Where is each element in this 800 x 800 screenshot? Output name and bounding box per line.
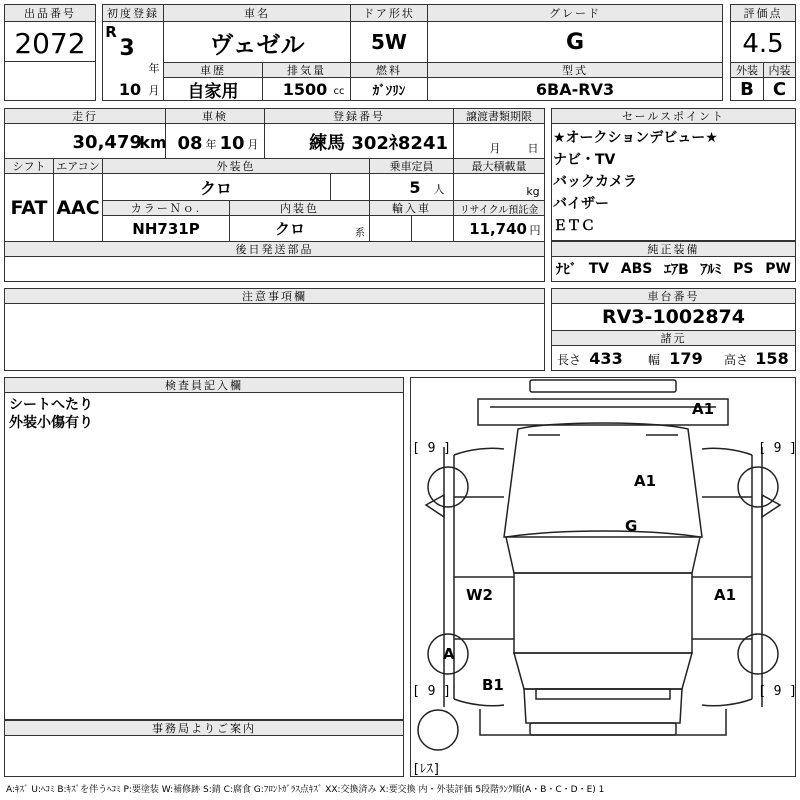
color-number: NH731P — [132, 219, 200, 238]
transfer-day-unit: 日 — [527, 142, 539, 155]
max-load-unit: kg — [526, 184, 540, 198]
equipment-item: ABS — [620, 261, 653, 277]
chassis-number: RV3-1002874 — [602, 306, 745, 328]
equipment-list — [553, 258, 794, 280]
transfer-deadline-label: 譲渡書類期限 — [453, 108, 545, 124]
wheel-fl — [428, 467, 468, 507]
era: R — [105, 23, 117, 41]
car-name-label: 車名 — [163, 4, 351, 22]
rear-hatch — [524, 689, 682, 723]
interior-grade-label: 内装 — [763, 62, 796, 78]
model-label: 型式 — [427, 62, 723, 78]
wheel-fr — [738, 467, 778, 507]
fuel-label: 燃料 — [350, 62, 428, 78]
mileage-label: 走行 — [4, 108, 166, 124]
tire-front-left: [ 9 ] — [412, 441, 452, 456]
car-diagram — [410, 377, 796, 777]
displacement: 1500 — [282, 79, 328, 99]
exterior-color-label: 外装色 — [102, 158, 370, 174]
lot-number-label: 出品番号 — [4, 4, 96, 22]
width-label: 幅 — [647, 352, 660, 367]
door-type-label: ドア形状 — [350, 4, 428, 22]
rear-left-code: B1 — [482, 676, 504, 694]
office-notice-box — [4, 735, 404, 777]
equipment-item: ｴｱB — [664, 262, 689, 278]
history-label: 車歴 — [163, 62, 263, 78]
shift: FAT — [10, 197, 48, 219]
hood-code: A1 — [634, 472, 657, 490]
equipment-item: ﾅﾋﾞ — [556, 262, 577, 278]
import-label: 輸入車 — [369, 200, 454, 216]
divider — [330, 173, 331, 201]
legend: A:ｷｽﾞ U:ﾍｺﾐ B:ｷｽﾞを伴うﾍｺﾐ P:要塗装 W:補修跡 S:錆 C:腐食 G:ﾌﾛﾝﾄｶﾞﾗｽ点ｷｽﾞ XX:交換済み X:要交換 内・外装評価 5段階ﾗﾝｸ順(A・B・C・D・E) 1 — [6, 785, 605, 795]
height-label: 高さ — [723, 352, 748, 367]
tire-front-left-value: 9 — [427, 441, 436, 456]
divider — [763, 77, 764, 101]
displacement-label: 排気量 — [262, 62, 351, 78]
later-parts-box — [4, 256, 545, 282]
sales-point-item: ★オークションデビュー★ — [553, 130, 718, 146]
exterior-grade-label: 外装 — [730, 62, 764, 78]
left-side — [444, 447, 454, 707]
plate-label: 登録番号 — [264, 108, 454, 124]
grade: G — [565, 29, 585, 55]
front-bumper — [478, 399, 728, 425]
width: 179 — [669, 348, 703, 368]
inspection-month: 10 — [219, 132, 245, 154]
right-side — [752, 447, 762, 707]
later-parts-label: 後日発送部品 — [4, 241, 545, 257]
shift-label: シフト — [4, 158, 54, 174]
hood — [504, 423, 702, 537]
length: 433 — [589, 348, 623, 368]
inspector-notes — [9, 396, 93, 432]
ac-label: エアコン — [53, 158, 103, 174]
car-name: ヴェゼル — [209, 30, 305, 59]
inspection-label: 車検 — [165, 108, 265, 124]
sales-point-item: バックカメラ — [553, 174, 637, 190]
caution-label: 注意事項欄 — [4, 288, 545, 304]
plate-number: 練馬 302ﾈ8241 — [309, 133, 448, 154]
reg-month-unit: 月 — [148, 84, 160, 97]
right-door-code: A1 — [714, 586, 737, 604]
max-load-label: 最大積載量 — [453, 158, 545, 174]
inspector-notes-box — [4, 392, 404, 720]
spare-tire — [418, 710, 458, 750]
history: 自家用 — [187, 81, 239, 102]
right-doors — [692, 497, 752, 639]
sales-points-label: セールスポイント — [551, 108, 796, 124]
first-registration-label: 初度登録 — [102, 4, 164, 22]
tire-front-right: [ 9 ] — [758, 441, 798, 456]
inspector-note: 外装小傷有り — [9, 415, 93, 431]
reg-month: 10 — [118, 79, 142, 99]
reg-year-unit: 年 — [148, 62, 160, 75]
reg-year: 3 — [119, 35, 135, 61]
grade-label: グレード — [427, 4, 723, 22]
equipment-item: TV — [588, 261, 610, 277]
wheel-rr — [738, 634, 778, 674]
tire-rear-left-value: 9 — [427, 684, 436, 699]
inspection-year: 08 — [177, 132, 203, 154]
recycle-label: リサイクル預託金 — [453, 200, 545, 216]
interior-color-label: 内装色 — [229, 200, 370, 216]
score-label: 評価点 — [730, 4, 796, 22]
front-bumper-code: A1 — [692, 400, 715, 418]
equipment-item: PW — [765, 261, 791, 277]
mileage: 30,479 — [72, 131, 142, 153]
roof-code: G — [625, 517, 638, 535]
length-label: 長さ — [556, 352, 581, 367]
capacity: 5 — [409, 177, 421, 197]
tire-rear-left: [ 9 ] — [412, 684, 452, 699]
chassis-label: 車台番号 — [551, 288, 796, 304]
tire-rear-right-value: 9 — [773, 684, 782, 699]
equipment-label: 純正装備 — [551, 241, 796, 257]
tire-front-right-value: 9 — [773, 441, 782, 456]
caution-box — [4, 303, 545, 371]
fuel: ｶﾞｿﾘﾝ — [372, 83, 406, 99]
sales-point-item: ＥＴＣ — [553, 218, 595, 234]
transfer-month-unit: 月 — [489, 142, 501, 155]
capacity-label: 乗車定員 — [369, 158, 454, 174]
mileage-unit: km — [139, 132, 167, 152]
door-type: 5W — [371, 30, 407, 54]
tire-rear-right: [ 9 ] — [758, 684, 798, 699]
sales-point-item: バイザー — [553, 196, 609, 212]
recycle-unit: 円 — [529, 224, 541, 237]
interior-color: クロ — [274, 220, 305, 238]
recycle-fee: 11,740 — [469, 219, 527, 238]
air-conditioner: AAC — [56, 197, 100, 219]
equipment-item: ｱﾙﾐ — [700, 262, 722, 278]
inspection-month-unit: 月 — [247, 138, 259, 151]
rear-glass — [514, 653, 692, 689]
rear-bumper-top — [530, 723, 676, 735]
interior-color-unit: 系 — [355, 227, 365, 239]
exterior-color: クロ — [199, 178, 232, 198]
spare-tire-status: [ﾚｽ] — [412, 762, 441, 777]
height: 158 — [755, 348, 789, 368]
score: 4.5 — [742, 29, 784, 59]
divider — [411, 215, 412, 242]
divider — [4, 61, 96, 62]
color-number-label: カラーＮｏ. — [102, 200, 230, 216]
model: 6BA-RV3 — [535, 79, 615, 99]
equipment-item: PS — [733, 261, 754, 277]
left-rear-wheel-code: A — [443, 645, 455, 663]
capacity-unit: 人 — [433, 183, 445, 196]
left-door-code: W2 — [466, 586, 493, 604]
rear-plate — [536, 689, 670, 699]
inspector-note: シートへたり — [9, 397, 93, 413]
displacement-unit: cc — [333, 85, 345, 97]
front-bumper-top — [530, 380, 676, 392]
inspection-year-unit: 年 — [205, 138, 217, 151]
lot-number: 2072 — [14, 26, 86, 60]
roof — [514, 573, 692, 653]
inspector-notes-label: 検査員記入欄 — [4, 377, 404, 393]
sales-point-item: ナビ・TV — [553, 152, 616, 168]
interior-grade: C — [772, 78, 787, 100]
spare-tire-value: ﾚｽ — [419, 762, 433, 777]
specs-label: 諸元 — [551, 330, 796, 346]
exterior-grade: B — [740, 78, 754, 100]
sales-points-list — [553, 127, 793, 237]
rear-bumper — [480, 709, 726, 735]
left-doors — [454, 497, 514, 639]
office-notice-label: 事務局よりご案内 — [4, 720, 404, 736]
